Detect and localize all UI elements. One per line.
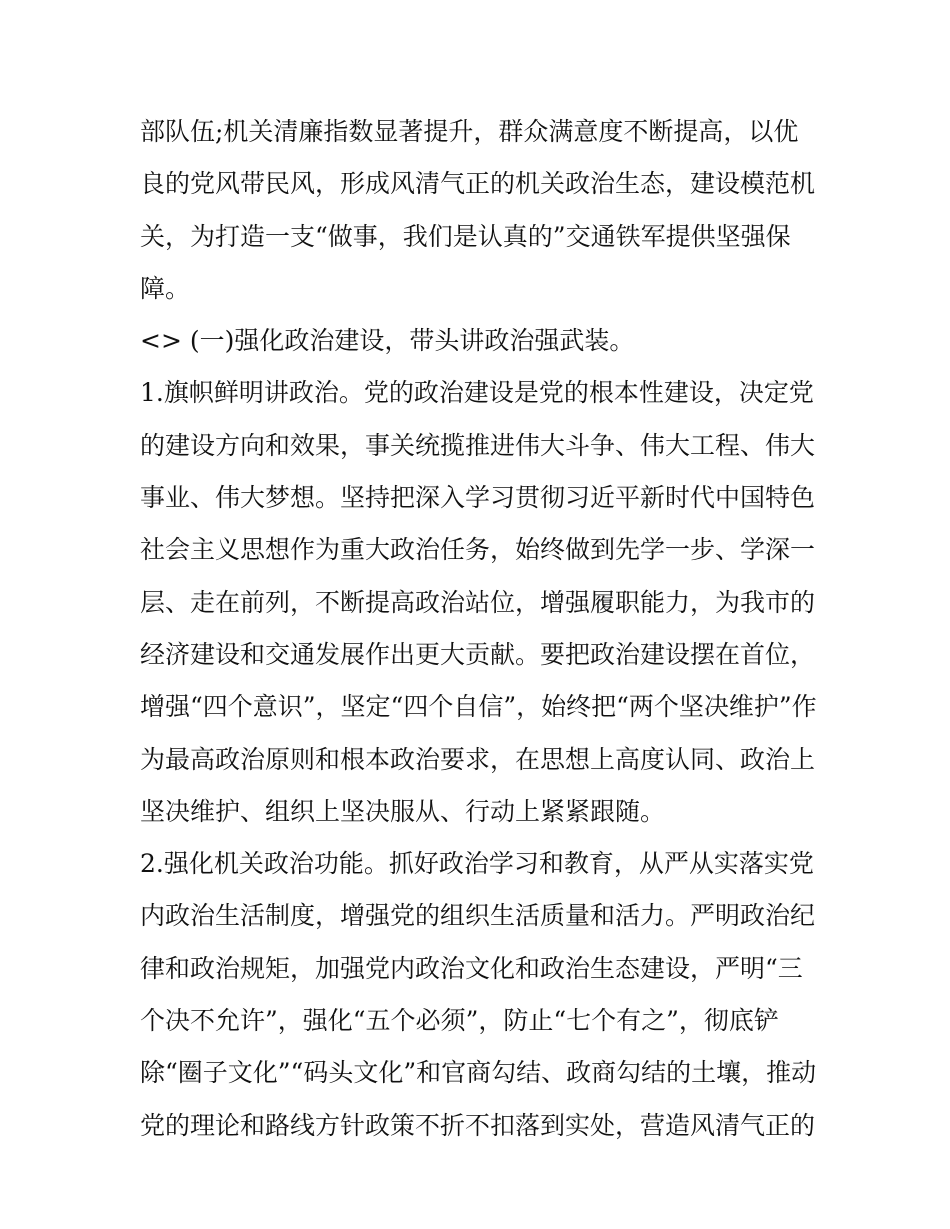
document-body <box>140 106 820 1152</box>
text-line: 增强“四个意识”，坚定“四个自信”，始终把“两个坚决维护”作 <box>140 692 817 722</box>
text-line: 部队伍;机关清廉指数显著提升，群众满意度不断提高，以优 <box>140 117 799 146</box>
paragraph-2-start: 2.强化机关政治功能。抓好政治学习和教育，从严从实落实党 <box>140 849 814 879</box>
text-line: 除“圈子文化”“码头文化”和官商勾结、政商勾结的土壤，推动 <box>140 1058 817 1088</box>
text-line: 经济建设和交通发展作出更大贡献。要把政治建设摆在首位， <box>140 639 816 669</box>
text-line: 内政治生活制度，增强党的组织生活质量和活力。严明政治纪 <box>140 901 816 931</box>
text-line: 律和政治规矩，加强党内政治文化和政治生态建设，严明“三 <box>140 953 803 983</box>
text-line: 层、走在前列，不断提高政治站位，增强履职能力，为我市的 <box>140 587 816 617</box>
text-line: 个决不允许”，强化“五个必须”，防止“七个有之”，彻底铲 <box>140 1006 779 1036</box>
text-line: 事业、伟大梦想。坚持把深入学习贯彻习近平新时代中国特色 <box>140 483 816 513</box>
text-line: 障。 <box>140 273 191 303</box>
text-line: 的建设方向和效果，事关统揽推进伟大斗争、伟大工程、伟大 <box>140 430 816 460</box>
paragraph-1-start: 1.旗帜鲜明讲政治。党的政治建设是党的根本性建设，决定党 <box>140 378 814 408</box>
text-line: 社会主义思想作为重大政治任务，始终做到先学一步、学深一 <box>140 535 816 565</box>
text-line: 党的理论和路线方针政策不折不扣落到实处，营造风清气正的 <box>140 1110 816 1140</box>
section-heading: <> (一)强化政治建设，带头讲政治强武装。 <box>140 326 635 356</box>
text-line: 良的党风带民风，形成风清气正的机关政治生态，建设模范机 <box>140 169 816 199</box>
text-line: 关，为打造一支“做事，我们是认真的”交通铁军提供坚强保 <box>140 221 791 251</box>
text-line: 为最高政治原则和根本政治要求，在思想上高度认同、政治上 <box>140 744 816 774</box>
text-line: 坚决维护、组织上坚决服从、行动上紧紧跟随。 <box>140 796 666 826</box>
